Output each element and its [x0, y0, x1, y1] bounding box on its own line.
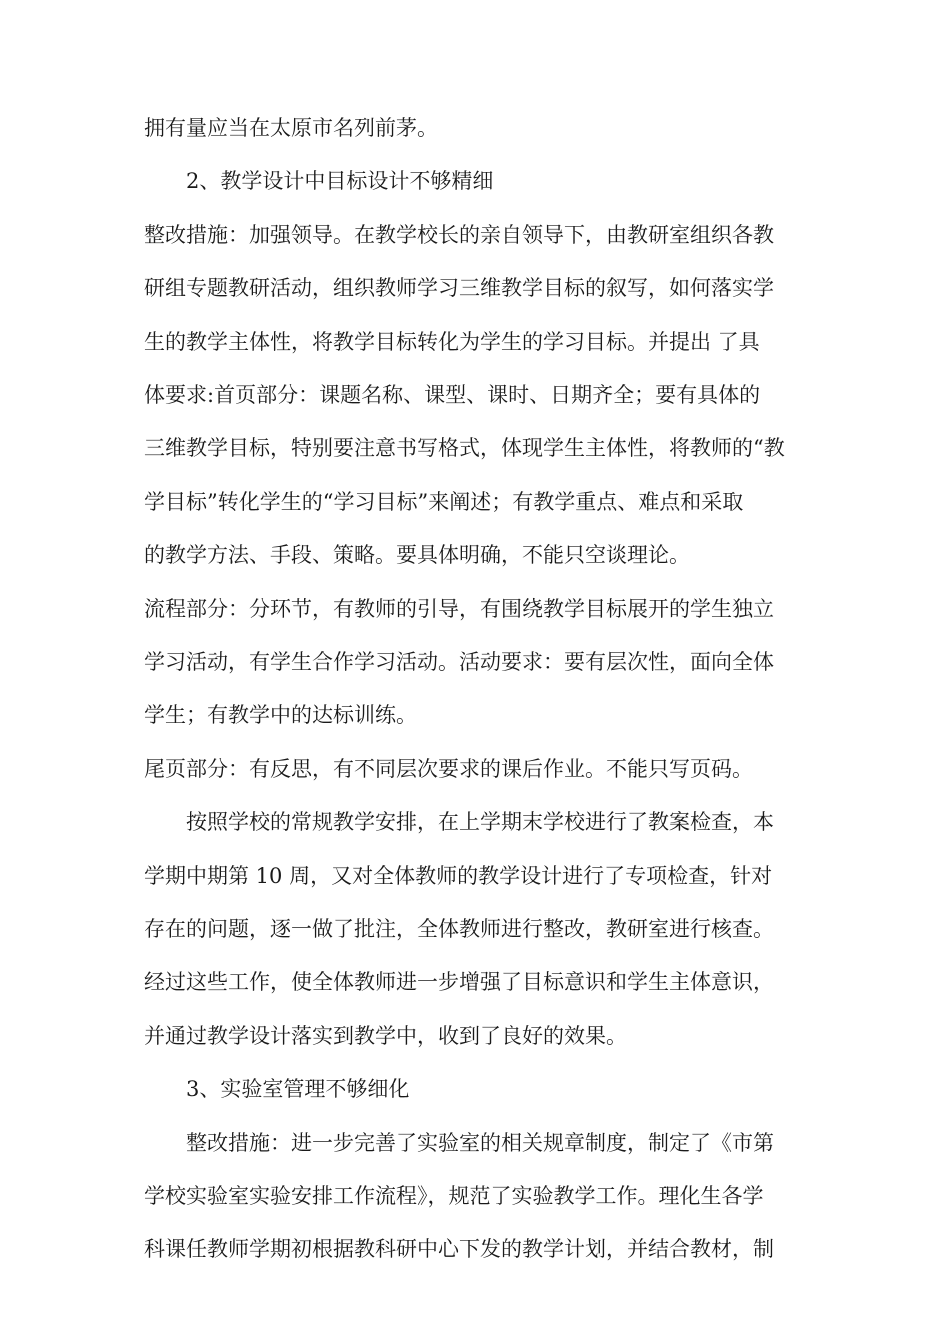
paragraph-line: 存在的问题，逐一做了批注，全体教师进行整改，教研室进行核查。 — [144, 917, 774, 941]
paragraph-line: 的教学方法、手段、策略。要具体明确，不能只空谈理论。 — [144, 543, 690, 567]
paragraph-line: 学习活动，有学生合作学习活动。活动要求：要有层次性，面向全体 — [144, 650, 774, 674]
paragraph-line: 并通过教学设计落实到教学中，收到了良好的效果。 — [144, 1024, 627, 1048]
paragraph-line: 按照学校的常规教学安排，在上学期末学校进行了教案检查，本 — [186, 810, 774, 834]
paragraph-line: 流程部分：分环节，有教师的引导，有围绕教学目标展开的学生独立 — [144, 597, 774, 621]
paragraph-line: 整改措施：加强领导。在教学校长的亲自领导下，由教研室组织各教 — [144, 223, 774, 247]
paragraph-line: 学校实验室实验安排工作流程》，规范了实验教学工作。理化生各学 — [144, 1184, 764, 1208]
paragraph-line: 体要求:首页部分：课题名称、课型、课时、日期齐全；要有具体的 — [144, 383, 761, 407]
paragraph-line: 整改措施：进一步完善了实验室的相关规章制度，制定了《市第 — [186, 1131, 774, 1155]
paragraph-line: 生的教学主体性，将教学目标转化为学生的学习目标。并提出 了具 — [144, 330, 760, 354]
paragraph-line: 科课任教师学期初根据教科研中心下发的教学计划，并结合教材，制 — [144, 1237, 774, 1261]
paragraph-line: 学目标”转化学生的“学习目标”来阐述；有教学重点、难点和采取 — [144, 490, 744, 514]
paragraph-line: 研组专题教研活动，组织教师学习三维教学目标的叙写，如何落实学 — [144, 276, 774, 300]
paragraph-line: 拥有量应当在太原市名列前茅。 — [144, 116, 438, 140]
paragraph-line: 尾页部分：有反思，有不同层次要求的课后作业。不能只写页码。 — [144, 757, 753, 781]
paragraph-line: 经过这些工作，使全体教师进一步增强了目标意识和学生主体意识， — [144, 970, 774, 994]
section-heading: 2、教学设计中目标设计不够精细 — [186, 169, 494, 193]
paragraph-line: 学期中期第 10 周，又对全体教师的教学设计进行了专项检查，针对 — [144, 864, 773, 888]
paragraph-line: 三维教学目标，特别要注意书写格式，体现学生主体性，将教师的“教 — [144, 436, 785, 460]
paragraph-line: 学生；有教学中的达标训练。 — [144, 703, 417, 727]
section-heading: 3、实验室管理不够细化 — [186, 1077, 410, 1101]
